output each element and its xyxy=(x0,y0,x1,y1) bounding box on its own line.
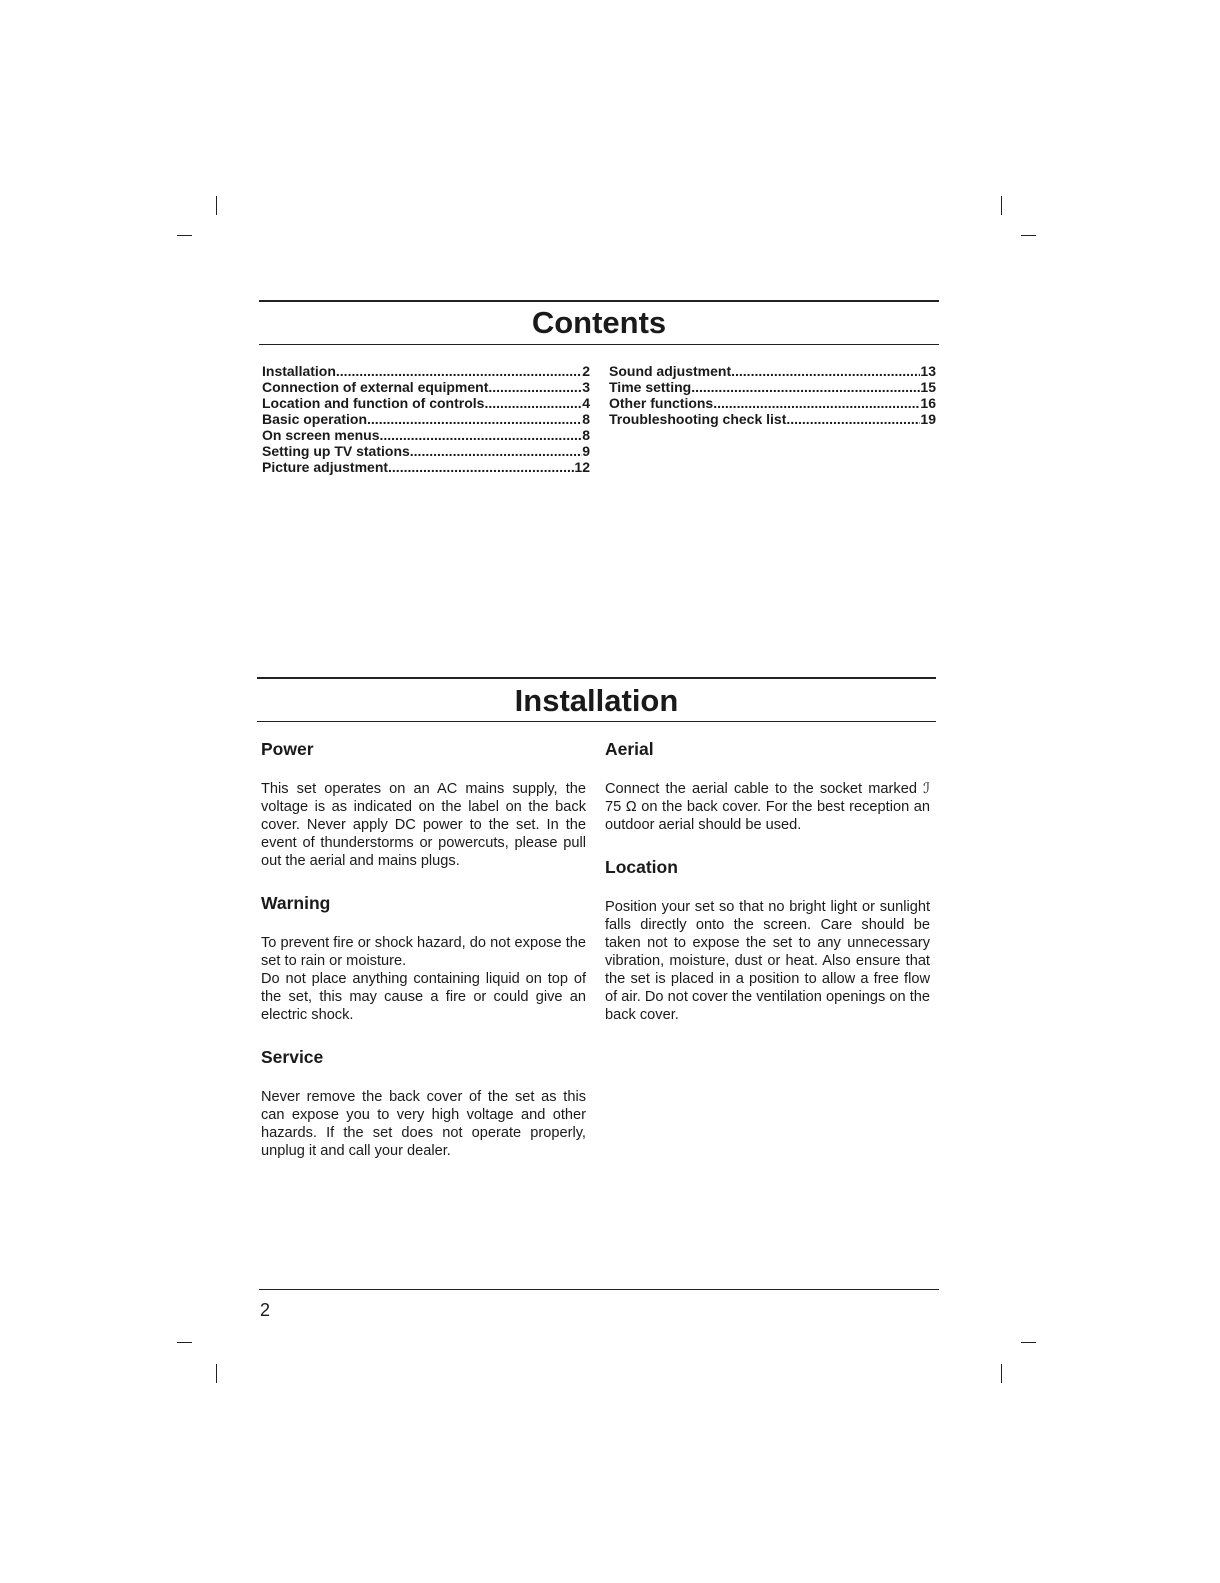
location-title: Location xyxy=(605,857,678,877)
toc-left-column xyxy=(262,363,590,475)
toc-entry-page: 4 xyxy=(582,395,590,411)
toc-entry xyxy=(262,443,590,459)
toc-entry-title: Setting up TV stations xyxy=(262,443,410,459)
toc-entry-page: 12 xyxy=(574,459,590,475)
power-text: This set operates on an AC mains supply, the voltage is as indicated on the label on the back cover. Never apply DC power to the set. In the event of thunderstorms or powercuts, please pull out the aerial and mains plugs. xyxy=(261,781,586,869)
crop-mark xyxy=(1001,1364,1002,1383)
contents-bottom-rule xyxy=(259,344,939,345)
footer-rule xyxy=(259,1289,939,1290)
toc-right-column xyxy=(609,363,936,427)
toc-entry xyxy=(262,427,590,443)
toc-entry-title: Picture adjustment xyxy=(262,459,389,475)
toc-entry-page: 16 xyxy=(920,395,936,411)
toc-entry-title: Connection of external equipment xyxy=(262,379,489,395)
installation-heading: Installation xyxy=(514,683,679,718)
toc-entry xyxy=(262,363,590,379)
crop-mark xyxy=(1021,235,1036,236)
toc-entry xyxy=(262,379,590,395)
installation-left-column xyxy=(261,738,586,1177)
toc-entry xyxy=(262,395,590,411)
toc-entry xyxy=(262,411,590,427)
crop-mark xyxy=(216,1364,217,1383)
toc-entry-page: 8 xyxy=(582,427,590,443)
toc-leader-dots xyxy=(388,459,574,475)
toc-entry xyxy=(609,395,936,411)
toc-entry-title: Basic operation xyxy=(262,411,368,427)
toc-entry-page: 3 xyxy=(582,379,590,395)
toc-entry-page: 19 xyxy=(920,411,936,427)
toc-leader-dots xyxy=(488,379,582,395)
toc-entry-title: On screen menus xyxy=(262,427,380,443)
aerial-text: Connect the aerial cable to the socket marked ℐ 75 Ω on the back cover. For the best reception an outdoor aerial should be used. xyxy=(605,781,930,833)
crop-mark xyxy=(216,196,217,215)
toc-leader-dots xyxy=(713,395,920,411)
installation-right-column xyxy=(605,738,930,1041)
toc-entry-page: 15 xyxy=(920,379,936,395)
toc-entry xyxy=(609,411,936,427)
toc-leader-dots xyxy=(484,395,582,411)
service-title: Service xyxy=(261,1047,324,1067)
toc-entry-page: 9 xyxy=(582,443,590,459)
warning-title: Warning xyxy=(261,893,331,913)
toc-leader-dots xyxy=(691,379,920,395)
contents-top-rule xyxy=(259,300,939,302)
toc-entry xyxy=(609,363,936,379)
toc-leader-dots xyxy=(410,443,582,459)
toc-entry-title: Time setting xyxy=(609,379,692,395)
crop-mark xyxy=(177,235,192,236)
crop-mark xyxy=(1001,196,1002,215)
warning-text-2: Do not place anything containing liquid on top of the set, this may cause a fire or could give an electric shock. xyxy=(261,971,586,1023)
toc-entry xyxy=(609,379,936,395)
service-text: Never remove the back cover of the set as this can expose you to very high voltage and other hazards. If the set does not operate properly, unplug it and call your dealer. xyxy=(261,1089,586,1159)
installation-bottom-rule xyxy=(257,721,936,722)
toc-entry-page: 13 xyxy=(920,363,936,379)
toc-entry-page: 2 xyxy=(582,363,590,379)
installation-top-rule xyxy=(257,677,936,679)
toc-leader-dots xyxy=(731,363,920,379)
toc-leader-dots xyxy=(380,427,583,443)
warning-text-1: To prevent fire or shock hazard, do not expose the set to rain or moisture. xyxy=(261,935,586,969)
toc-entry-title: Troubleshooting check list xyxy=(609,411,787,427)
page-number: 2 xyxy=(260,1300,271,1320)
crop-mark xyxy=(177,1342,192,1343)
contents-heading: Contents xyxy=(531,305,667,340)
location-text: Position your set so that no bright light or sunlight falls directly onto the screen. Care should be taken not to expose the set to any unnecessary vibration, moisture, dust or heat. Also ensure that the set is placed in a position to allow a free flow of air. Do not cover the ventilation openings on the back cover. xyxy=(605,899,930,1023)
toc-entry-title: Installation xyxy=(262,363,336,379)
toc-entry-title: Location and function of controls xyxy=(262,395,485,411)
toc-leader-dots xyxy=(786,411,920,427)
toc-leader-dots xyxy=(336,363,582,379)
power-title: Power xyxy=(261,739,314,759)
toc-entry-title: Other functions xyxy=(609,395,714,411)
aerial-title: Aerial xyxy=(605,739,654,759)
toc-entry xyxy=(262,459,590,475)
crop-mark xyxy=(1021,1342,1036,1343)
toc-entry-title: Sound adjustment xyxy=(609,363,732,379)
toc-leader-dots xyxy=(367,411,582,427)
toc-entry-page: 8 xyxy=(582,411,590,427)
